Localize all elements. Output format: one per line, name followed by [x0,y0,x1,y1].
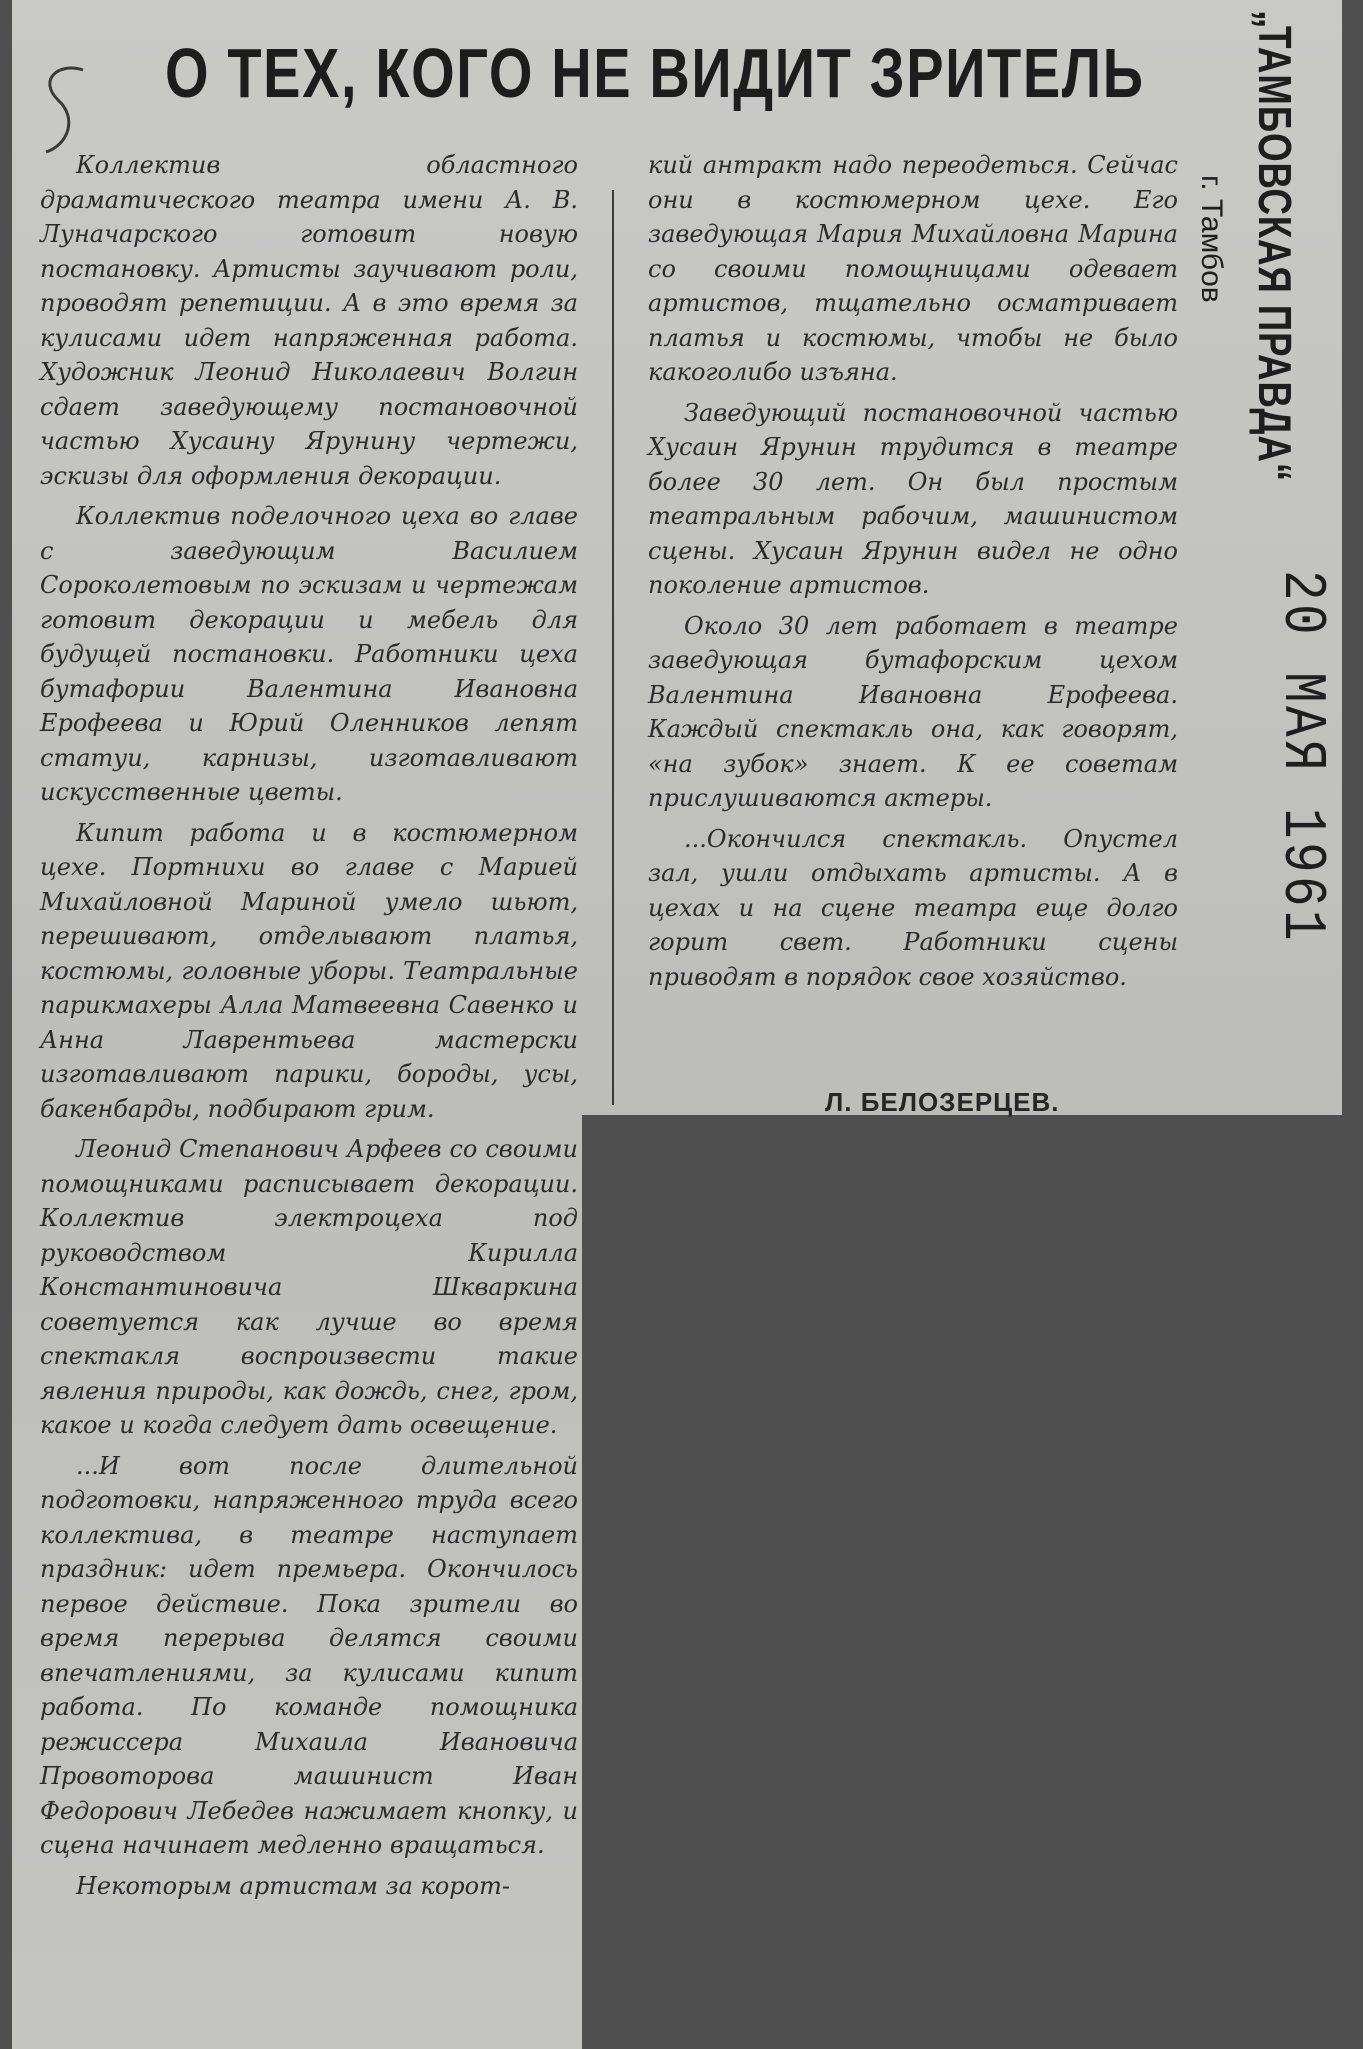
paragraph: Коллектив областного драматического театра имени А. В. Луначарского готовит новую постановку. Артисты заучивают роли, проводят репетиции. А в это время за кулисами идет напряженная работа. Художник Леонид Николаевич Волгин сдает заведующему постановочной частью Хусаину Ярунину чертежи, эскизы для оформления декорации. [40,151,578,490]
paragraph: Некоторым артистам за корот- [76,1871,510,1900]
article-right-column [648,148,1178,994]
author-byline: Л. БЕЛОЗЕРЦЕВ. [825,1087,1060,1117]
article-left-column [40,148,578,1903]
date-stamp: 20 МАЯ 1961 [1267,570,1335,945]
paragraph: ...И вот после длительной подготовки, напряженного труда всего коллектива, в театре наступает праздник: идет премьера. Окончилось первое действие. Пока зрители во время перерыва делятся своими впечатлениями, за кулисами кипит работа. По команде помощника режиссера Михаила Ивановича Провоторова машинист Иван Федорович Лебедев нажимает кнопку, и сцена начинает медленно вращаться. [40,1451,578,1859]
paragraph: ...Окончился спектакль. Опустел зал, ушли отдыхать артисты. А в цехах и на сцене театра еще долго горит свет. Работники сцены приводят в порядок свое хозяйство. [648,824,1178,991]
handwritten-mark-icon [28,60,98,160]
paragraph: Кипит работа и в костюмерном цехе. Портнихи во главе с Марией Михайловной Мариной умело шьют, перешивают, отделывают платья, костюмы, головные уборы. Театральные парикмахеры Алла Матвеевна Савенко и Анна Лаврентьева мастерски изготавливают парики, бороды, усы, бакенбарды, подбирают грим. [40,818,578,1123]
newspaper-name-stamp: „ТАМБОВСКАЯ ПРАВДА“ [1249,10,1301,482]
paragraph: кий антракт надо переодеться. Сейчас они в костюмерном цехе. Его заведующая Мария Михайловна Марина со своими помощницами одевает артистов, тщательно осматривает платья и костюмы, чтобы не было какоголибо изъяна. [648,151,1178,386]
headline: О ТЕХ, КОГО НЕ ВИДИТ ЗРИТЕЛЬ [165,34,1145,112]
paragraph: Леонид Степанович Арфеев со своими помощниками расписывает декорации. Коллектив электроцеха под руководством Кирилла Константиновича Шкваркина советуется как лучше во время спектакля воспроизвести такие явления природы, как дождь, снег, гром, какое и когда следует дать освещение. [40,1135,578,1439]
paragraph: Коллектив поделочного цеха во главе с заведующим Василием Сороколетовым по эскизам и чертежам готовит декорации и мебель для будущей постановки. Работники цеха бутафории Валентина Ивановна Ерофеева и Юрий Оленников лепят статуи, карнизы, изготавливают искусственные цветы. [40,502,578,806]
paragraph: Заведующий постановочной частью Хусаин Ярунин трудится в театре более 30 лет. Он был простым театральным рабочим, машинистом сцены. Хусаин Ярунин видел не одно поколение артистов. [648,398,1178,599]
paragraph: Около 30 лет работает в театре заведующая бутафорским цехом Валентина Ивановна Ерофеева. Каждый спектакль она, как говорят, «на зубок» знает. К ее советам прислушиваются актеры. [648,611,1178,812]
city-stamp: г. Тамбов [1195,175,1228,303]
column-divider [612,190,614,1105]
